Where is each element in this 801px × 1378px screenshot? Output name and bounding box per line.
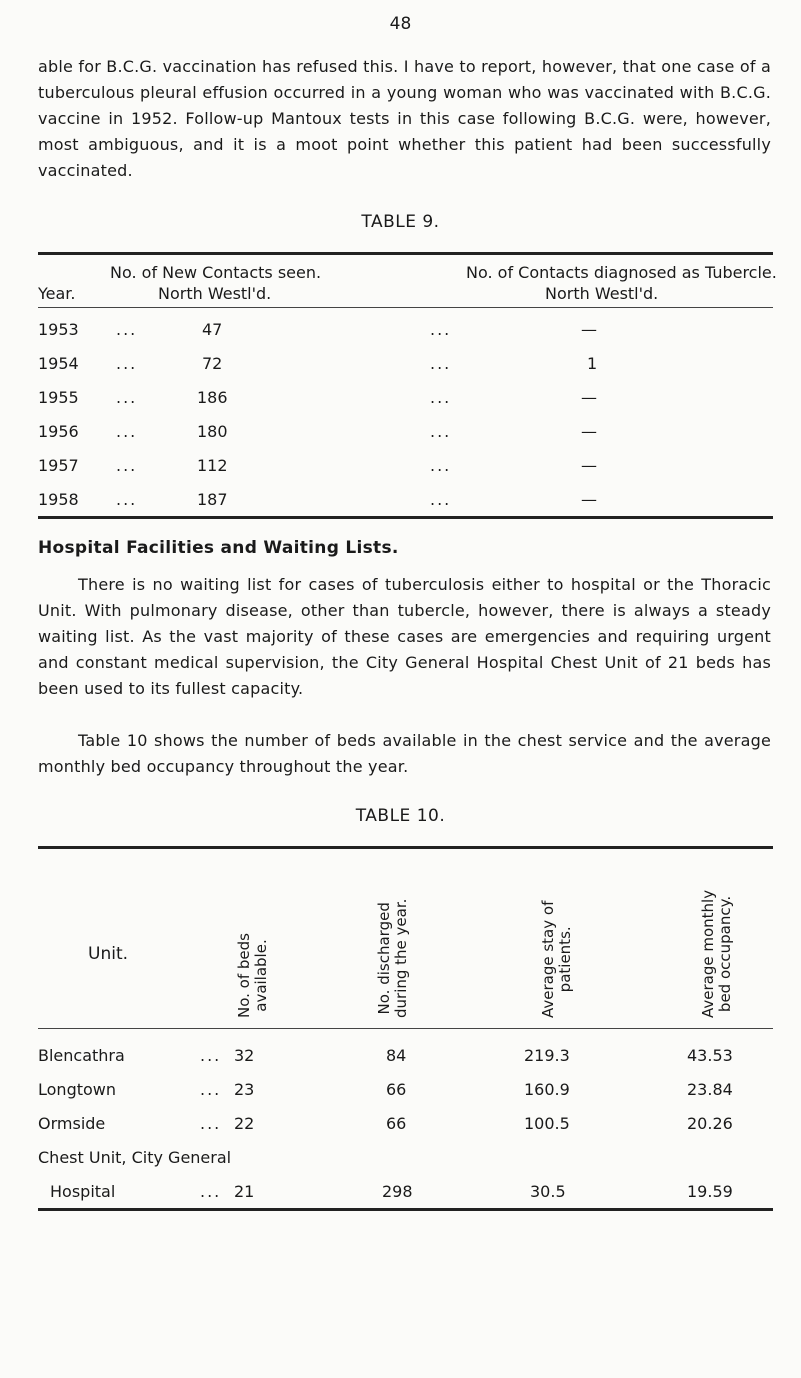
year-cell: 1954: [38, 354, 79, 373]
beds-cell: 32: [234, 1046, 255, 1065]
table-header-beds: No. of beds available.: [235, 933, 270, 1018]
stay-cell: 30.5: [530, 1182, 566, 1201]
table-rule: [38, 846, 773, 849]
beds-cell: 23: [234, 1080, 255, 1099]
diagnosed-cell: —: [581, 320, 597, 339]
leader-dots: ...: [116, 456, 138, 475]
leader-dots: ...: [200, 1080, 222, 1099]
discharged-cell: 66: [386, 1114, 407, 1133]
unit-cell: Longtown: [38, 1080, 117, 1099]
leader-dots: ...: [116, 422, 138, 441]
table-rule: [38, 1028, 773, 1029]
table-header-year: Year.: [38, 284, 76, 303]
diagnosed-cell: —: [581, 456, 597, 475]
year-cell: 1953: [38, 320, 79, 339]
contacts-cell: 112: [197, 456, 228, 475]
discharged-cell: 84: [386, 1046, 407, 1065]
table-header-contacts-area: North Westl'd.: [158, 284, 272, 303]
contacts-cell: 186: [197, 388, 228, 407]
stay-cell: 160.9: [524, 1080, 570, 1099]
occupancy-cell: 20.26: [687, 1114, 733, 1133]
table-rule: [38, 307, 773, 308]
diagnosed-cell: —: [581, 422, 597, 441]
year-cell: 1958: [38, 490, 79, 509]
beds-cell: 22: [234, 1114, 255, 1133]
contacts-cell: 187: [197, 490, 228, 509]
table-header-unit: Unit.: [88, 944, 129, 964]
leader-dots: ...: [116, 388, 138, 407]
occupancy-cell: 23.84: [687, 1080, 733, 1099]
leader-dots: ...: [116, 354, 138, 373]
page-number: 48: [389, 14, 412, 34]
unit-cell-line1: Chest Unit, City General: [38, 1148, 232, 1167]
table-10-caption: TABLE 10.: [355, 806, 446, 826]
discharged-cell: 66: [386, 1080, 407, 1099]
discharged-cell: 298: [382, 1182, 413, 1201]
paragraph-table-10-intro: Table 10 shows the number of beds available in the chest service and the average monthly bed occupancy throughout the year.: [38, 731, 771, 776]
table-rule: [38, 252, 773, 255]
diagnosed-cell: 1: [587, 354, 598, 373]
occupancy-cell: 19.59: [687, 1182, 733, 1201]
table-9-caption: TABLE 9.: [361, 212, 440, 232]
stay-cell: 219.3: [524, 1046, 570, 1065]
diagnosed-cell: —: [581, 490, 597, 509]
leader-dots: ...: [116, 320, 138, 339]
section-heading: Hospital Facilities and Waiting Lists.: [38, 538, 399, 558]
table-rule: [38, 516, 773, 519]
table-header-contacts: No. of New Contacts seen.: [110, 263, 322, 282]
leader-dots: ...: [116, 490, 138, 509]
leader-dots: ...: [430, 422, 452, 441]
leader-dots: ...: [430, 456, 452, 475]
leader-dots: ...: [430, 388, 452, 407]
leader-dots: ...: [200, 1114, 222, 1133]
contacts-cell: 72: [202, 354, 223, 373]
table-rule: [38, 1208, 773, 1211]
table-header-diagnosed-area: North Westl'd.: [545, 284, 659, 303]
table-header-stay: Average stay of patients.: [539, 900, 574, 1018]
year-cell: 1955: [38, 388, 79, 407]
beds-cell: 21: [234, 1182, 255, 1201]
year-cell: 1957: [38, 456, 79, 475]
year-cell: 1956: [38, 422, 79, 441]
leader-dots: ...: [200, 1182, 222, 1201]
leader-dots: ...: [430, 354, 452, 373]
diagnosed-cell: —: [581, 388, 597, 407]
leader-dots: ...: [430, 320, 452, 339]
table-header-discharged: No. discharged during the year.: [375, 898, 410, 1018]
intro-paragraph: able for B.C.G. vaccination has refused this. I have to report, however, that one case of a tuberculous pleural effusion occurred in a young woman who was vaccinated with B.C.G. vaccine in 1952. Follow-up Mantoux tests in this case following B.C.G. were, however, most ambiguous, and it is a moot point whether this patient had been successfully vaccinated.: [38, 57, 771, 180]
contacts-cell: 47: [202, 320, 223, 339]
leader-dots: ...: [430, 490, 452, 509]
table-header-occupancy: Average monthly bed occupancy.: [699, 889, 734, 1018]
unit-cell: Blencathra: [38, 1046, 125, 1065]
contacts-cell: 180: [197, 422, 228, 441]
stay-cell: 100.5: [524, 1114, 570, 1133]
occupancy-cell: 43.53: [687, 1046, 733, 1065]
leader-dots: ...: [200, 1046, 222, 1065]
table-header-diagnosed: No. of Contacts diagnosed as Tubercle.: [466, 263, 777, 282]
unit-cell: Hospital: [50, 1182, 116, 1201]
unit-cell: Ormside: [38, 1114, 106, 1133]
paragraph-hospital-facilities: There is no waiting list for cases of tuberculosis either to hospital or the Thoracic Unit. With pulmonary disease, other than tubercle, however, there is always a steady waiting list. As the vast majority of these cases are emergencies and requiring urgent and constant medical supervision, the City General Hospital Chest Unit of 21 beds has been used to its fullest capacity.: [38, 575, 771, 698]
